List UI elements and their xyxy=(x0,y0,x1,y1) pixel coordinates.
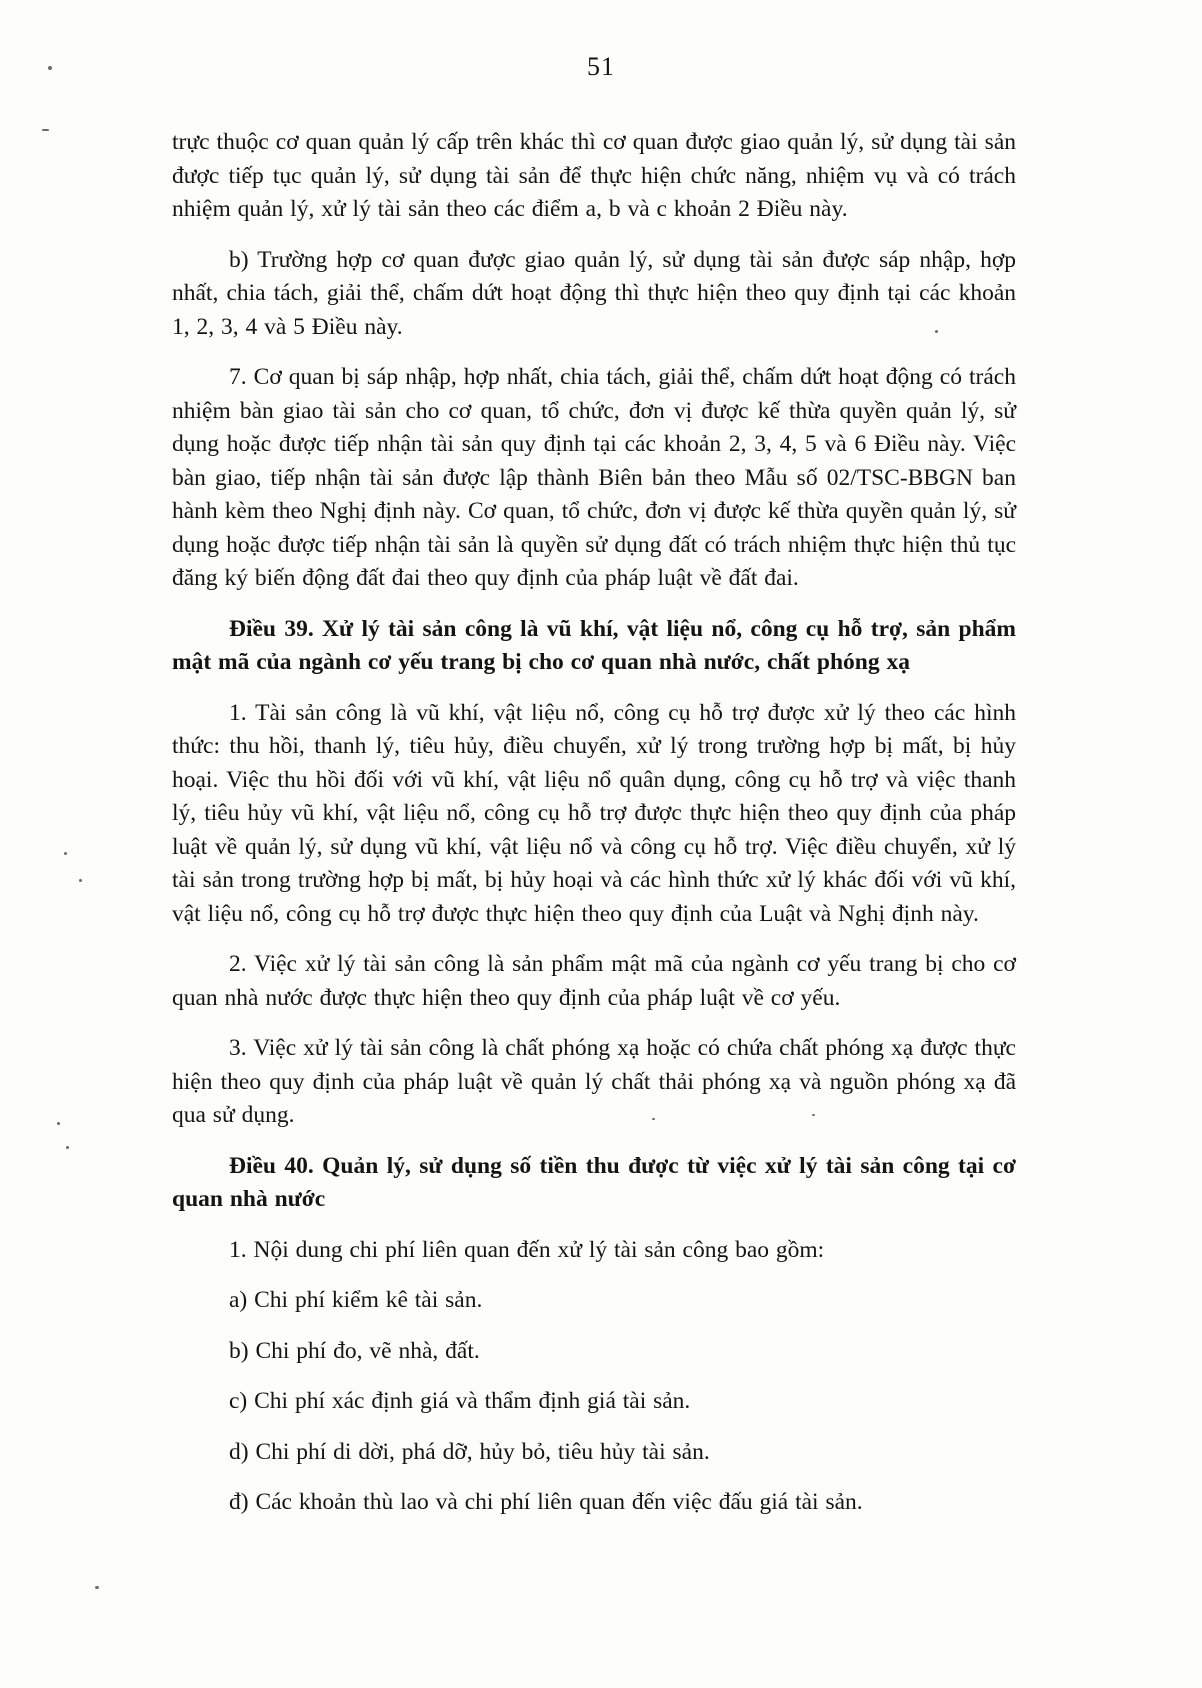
article-39-clause-2: 2. Việc xử lý tài sản công là sản phẩm mật mã của ngành cơ yếu trang bị cho cơ quan nhà nước được thực hiện theo quy định của pháp luật về cơ yếu. xyxy=(172,951,1016,1011)
paragraph-clause-7: 7. Cơ quan bị sáp nhập, hợp nhất, chia tách, giải thể, chấm dứt hoạt động có trách nhiệm bàn giao tài sản cho cơ quan, tổ chức, đơn vị được kế thừa quyền quản lý, sử dụng hoặc được tiếp nhận tài sản quy định tại các khoản 2, 3, 4, 5 và 6 Điều này. Việc bàn giao, tiếp nhận tài sản được lập thành Biên bản theo Mẫu số 02/TSC-BBGN ban hành kèm theo Nghị định này. Cơ quan, tổ chức, đơn vị được kế thừa quyền quản lý, sử dụng hoặc được tiếp nhận tài sản là quyền sử dụng đất có trách nhiệm thực hiện thủ tục đăng ký biến động đất đai theo quy định của pháp luật về đất đai. xyxy=(172,364,1016,591)
scan-speck xyxy=(79,879,82,882)
paragraph-continuation-point-a: trực thuộc cơ quan quản lý cấp trên khác thì cơ quan được giao quản lý, sử dụng tài sản được tiếp tục quản lý, sử dụng tài sản để thực hiện chức năng, nhiệm vụ và có trách nhiệm quản lý, xử lý tài sản theo các điểm a, b và c khoản 2 Điều này. xyxy=(172,129,1016,222)
article-40-point-b: b) Chi phí đo, vẽ nhà, đất. xyxy=(229,1337,480,1364)
article-39-clause-3: 3. Việc xử lý tài sản công là chất phóng xạ hoặc có chứa chất phóng xạ được thực hiện theo quy định của pháp luật về quản lý chất thải phóng xạ và nguồn phóng xạ đã qua sử dụng. xyxy=(172,1035,1016,1128)
scan-speck xyxy=(64,852,67,855)
article-40-point-dd: đ) Các khoản thù lao và chi phí liên quan đến việc đấu giá tài sản. xyxy=(229,1489,863,1515)
scan-speck xyxy=(57,1122,60,1125)
scan-speck xyxy=(812,1114,815,1116)
article-40-point-a: a) Chi phí kiểm kê tài sản. xyxy=(229,1287,483,1313)
article-40-heading: Điều 40. Quản lý, sử dụng số tiền thu được từ việc xử lý tài sản công tại cơ quan nhà nước xyxy=(172,1152,1016,1212)
article-39-heading: Điều 39. Xử lý tài sản công là vũ khí, vật liệu nổ, công cụ hỗ trợ, sản phẩm mật mã của ngành cơ yếu trang bị cho cơ quan nhà nước, chất phóng xạ xyxy=(172,615,1016,675)
page-number: 51 xyxy=(587,52,615,81)
scan-speck xyxy=(42,129,49,131)
scan-speck xyxy=(95,1586,99,1589)
paragraph-point-b: b) Trường hợp cơ quan được giao quản lý, sử dụng tài sản được sáp nhập, hợp nhất, chia tách, giải thể, chấm dứt hoạt động thì thực hiện theo quy định tại các khoản 1, 2, 3, 4 và 5 Điều này. xyxy=(172,246,1016,340)
scan-speck xyxy=(48,66,52,70)
scan-speck xyxy=(935,330,938,333)
article-40-clause-1: 1. Nội dung chi phí liên quan đến xử lý tài sản công bao gồm: xyxy=(229,1236,825,1263)
article-39-clause-1: 1. Tài sản công là vũ khí, vật liệu nổ, công cụ hỗ trợ được xử lý theo các hình thức: thu hồi, thanh lý, tiêu hủy, điều chuyển, xử lý trong trường hợp bị mất, bị hủy hoại. Việc thu hồi đối với vũ khí, vật liệu nổ quân dụng, công cụ hỗ trợ và việc thanh lý, tiêu hủy vũ khí, vật liệu nổ, công cụ hỗ trợ được thực hiện theo quy định của pháp luật về quản lý, sử dụng vũ khí, vật liệu nổ và công cụ hỗ trợ. Việc điều chuyển, xử lý tài sản trong trường hợp bị mất, bị hủy hoại và các hình thức xử lý khác đối với vũ khí, vật liệu nổ, công cụ hỗ trợ được thực hiện theo quy định của Luật và Nghị định này. xyxy=(172,699,1016,927)
scan-speck xyxy=(652,1118,655,1120)
document-body xyxy=(172,126,1016,1537)
article-40-point-c: c) Chi phí xác định giá và thẩm định giá tài sản. xyxy=(229,1388,691,1414)
scan-speck xyxy=(66,1146,69,1149)
article-40-point-d: d) Chi phí di dời, phá dỡ, hủy bỏ, tiêu hủy tài sản. xyxy=(229,1438,710,1465)
